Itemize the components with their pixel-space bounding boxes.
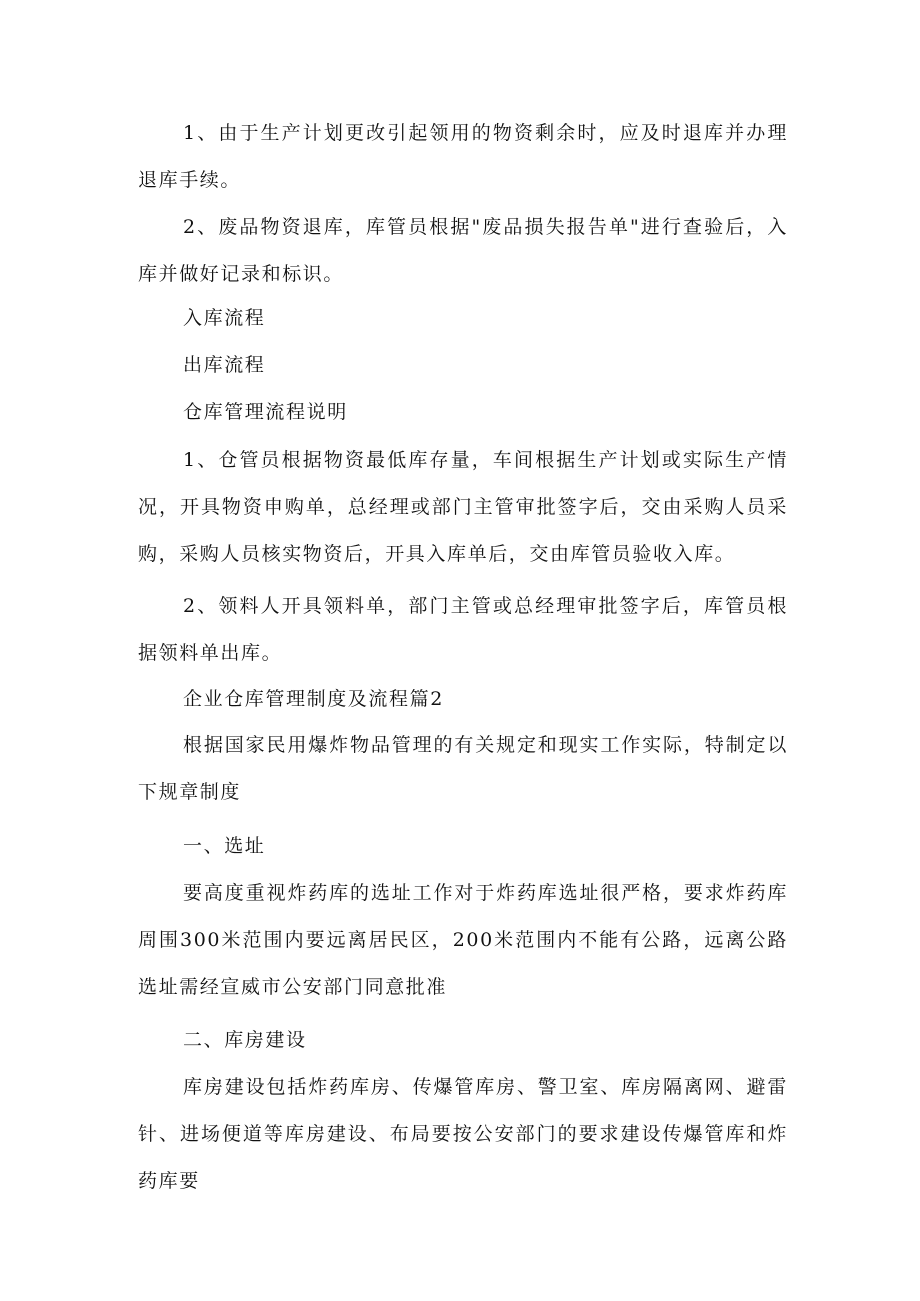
paragraph-return-waste: 2、废品物资退库，库管员根据"废品损失报告单"进行查验后，入库并做好记录和标识。: [138, 216, 788, 285]
paragraph-outbound-steps: 2、领料人开具领料单，部门主管或总经理审批签字后，库管员根据领料单出库。: [138, 595, 788, 664]
heading-article-2: 企业仓库管理制度及流程篇2: [183, 688, 444, 710]
heading-inbound-process: 入库流程: [183, 307, 266, 329]
paragraph-return-surplus: 1、由于生产计划更改引起领用的物资剩余时，应及时退库并办理退库手续。: [138, 122, 788, 191]
paragraph-site-selection: 要高度重视炸药库的选址工作对于炸药库选址很严格，要求炸药库周围300米范围内要远离居民区，200米范围内不能有公路，远离公路选址需经宣威市公安部门同意批准: [138, 882, 788, 998]
heading-outbound-process: 出库流程: [183, 354, 266, 376]
heading-warehouse-construction: 二、库房建设: [183, 1029, 307, 1051]
heading-site-selection: 一、选址: [183, 835, 266, 857]
paragraph-inbound-steps: 1、仓管员根据物资最低库存量，车间根据生产计划或实际生产情况，开具物资申购单，总经理或部门主管审批签字后，交由采购人员采购，采购人员核实物资后，开具入库单后，交由库管员验收入库。: [138, 449, 788, 565]
paragraph-intro: 根据国家民用爆炸物品管理的有关规定和现实工作实际，特制定以下规章制度: [138, 734, 788, 803]
heading-process-description: 仓库管理流程说明: [183, 401, 348, 423]
paragraph-warehouse-construction: 库房建设包括炸药库房、传爆管库房、警卫室、库房隔离网、避雷针、进场便道等库房建设、布局要按公安部门的要求建设传爆管库和炸药库要: [138, 1076, 788, 1192]
